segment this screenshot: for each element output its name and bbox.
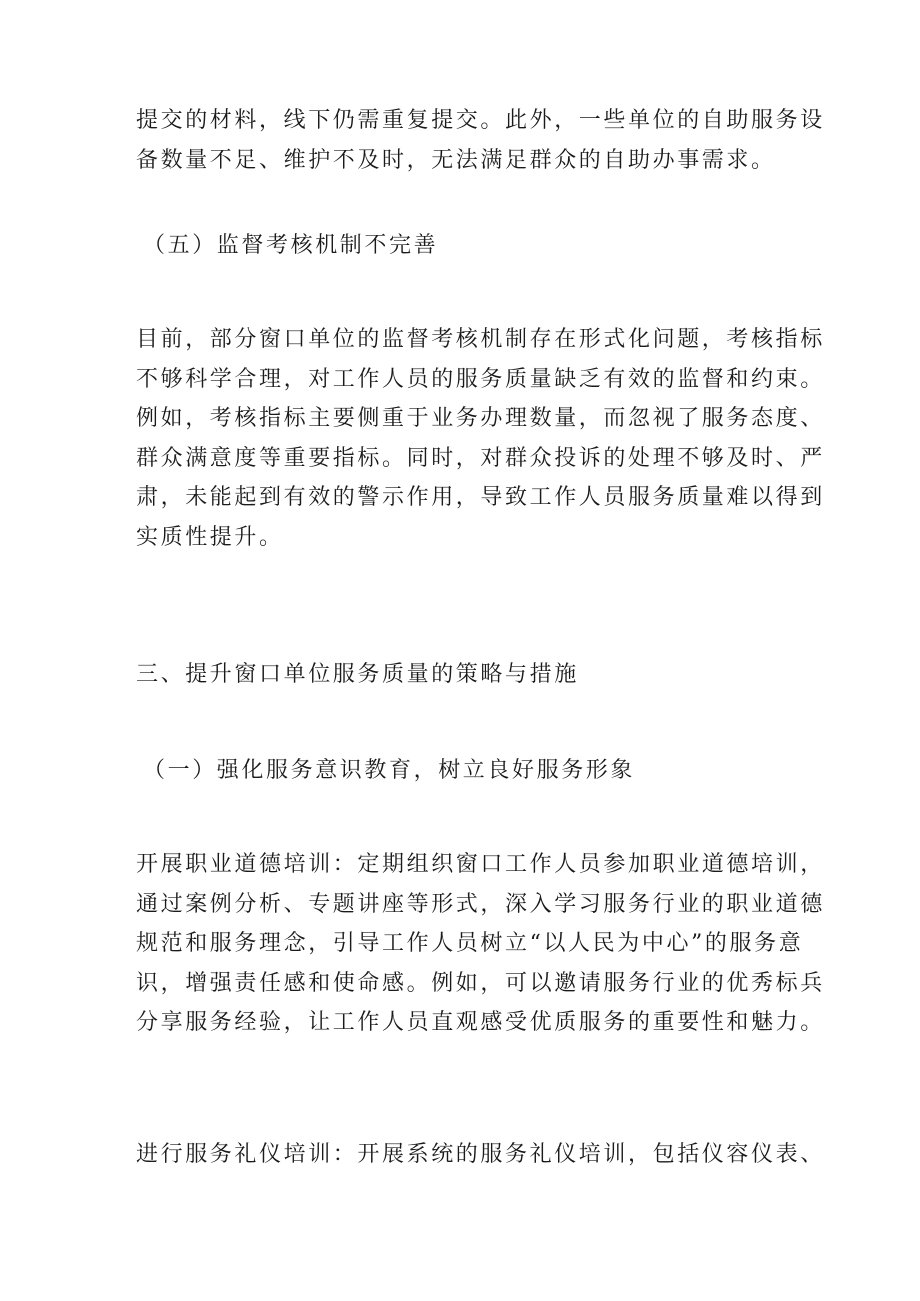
text-line: 识，增强责任感和使命感。例如，可以邀请服务行业的优秀标兵 [136, 970, 825, 996]
text-line: 不够科学合理，对工作人员的服务质量缺乏有效的监督和约束。 [136, 366, 825, 392]
subheading-one: （一）强化服务意识教育，树立良好服务形象 [143, 758, 636, 783]
text-line: 规范和服务理念，引导工作人员树立“以人民为中心”的服务意 [136, 931, 804, 956]
paragraph-continuation [136, 101, 825, 180]
text-line: 开展职业道德培训：定期组织窗口工作人员参加职业道德培训， [136, 852, 825, 877]
text-line: 例如，考核指标主要侧重于业务办理数量，而忽视了服务态度、 [136, 406, 825, 431]
text-line: 进行服务礼仪培训：开展系统的服务礼仪培训，包括仪容仪表、 [136, 1142, 825, 1167]
text-line: 实质性提升。 [136, 524, 284, 550]
text-line: 肃，未能起到有效的警示作用，导致工作人员服务质量难以得到 [136, 485, 825, 510]
text-line: 提交的材料，线下仍需重复提交。此外，一些单位的自助服务设 [136, 108, 825, 133]
section-three-heading: 三、提升窗口单位服务质量的策略与措施 [136, 662, 579, 687]
paragraph-etiquette-training [136, 1135, 825, 1175]
text-line: 分享服务经验，让工作人员直观感受优质服务的重要性和魅力。 [136, 1010, 825, 1035]
paragraph-supervision [136, 320, 825, 557]
text-line: 群众满意度等重要指标。同时，对群众投诉的处理不够及时、严 [136, 445, 825, 471]
text-line: 目前，部分窗口单位的监督考核机制存在形式化问题，考核指标 [136, 327, 825, 352]
section-heading-five: （五）监督考核机制不完善 [143, 233, 439, 258]
text-line: 通过案例分析、专题讲座等形式，深入学习服务行业的职业道德 [136, 891, 825, 917]
text-line: 备数量不足、维护不及时，无法满足群众的自助办事需求。 [136, 147, 776, 173]
paragraph-ethics-training [136, 845, 825, 1043]
